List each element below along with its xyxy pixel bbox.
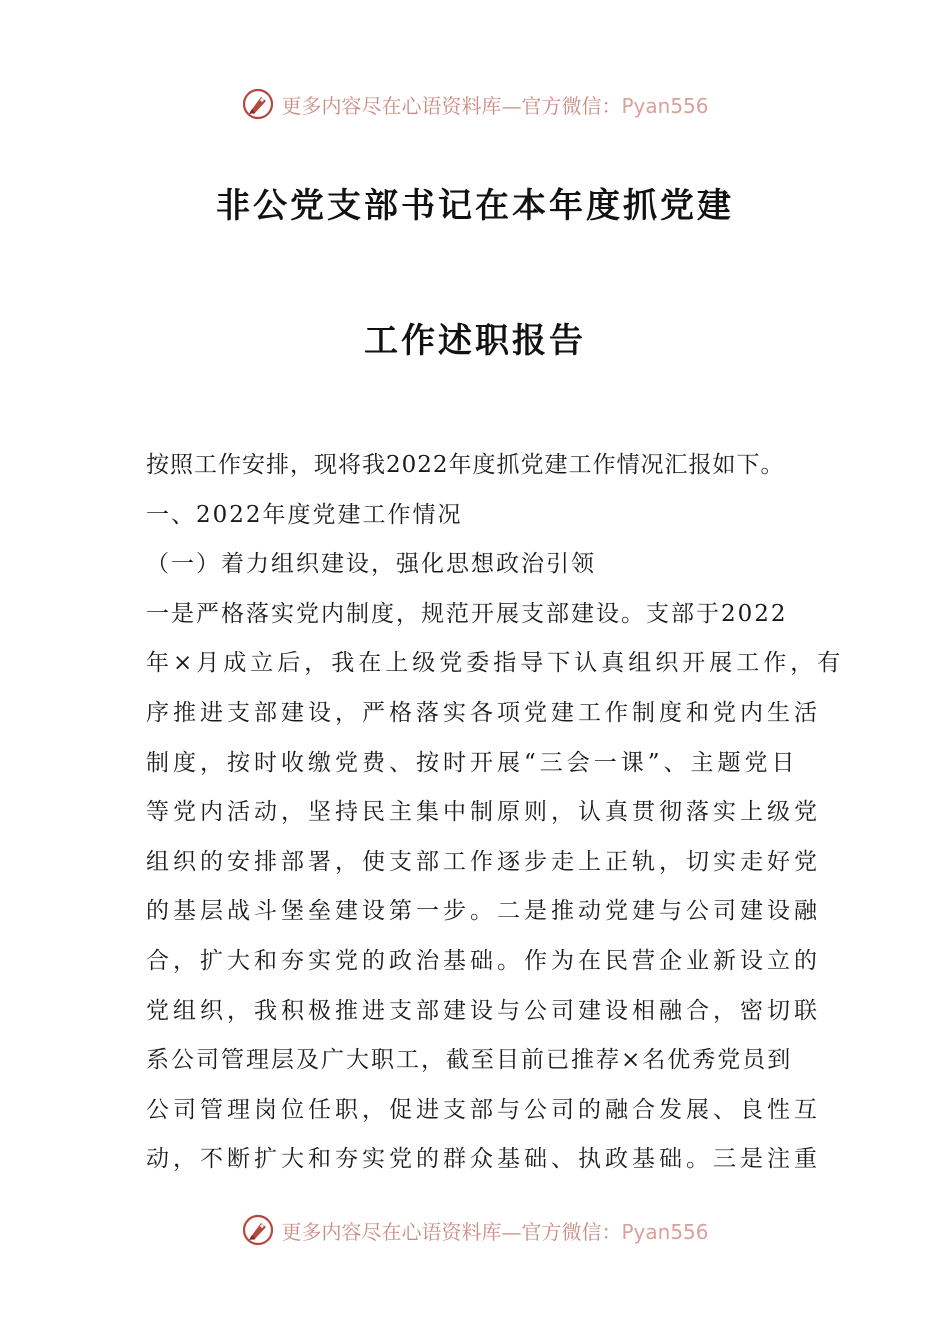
document-body: [146, 446, 845, 1190]
body-line: 组织的安排部署，使支部工作逐步走上正轨，切实走好党: [146, 848, 821, 875]
body-line: 年×月成立后，我在上级党委指导下认真组织开展工作，有: [146, 650, 845, 677]
body-line: 动，不断扩大和夯实党的群众基础、执政基础。三是注重: [146, 1146, 821, 1173]
body-line: 制度，按时收缴党费、按时开展“三会一课”、主题党日: [146, 749, 799, 776]
body-line: 党组织，我积极推进支部建设与公司建设相融合，密切联: [146, 997, 821, 1024]
body-line: 合，扩大和夯实党的政治基础。作为在民营企业新设立的: [146, 947, 821, 974]
pen-nib-icon: [241, 1213, 275, 1247]
document-title-line-2: 工作述职报告: [364, 321, 586, 361]
body-line: 系公司管理层及广大职工，截至目前已推荐×名优秀党员到: [146, 1047, 793, 1074]
body-line: 按照工作安排，现将我2022年度抓党建工作情况汇报如下。: [146, 452, 785, 478]
header-watermark: [0, 84, 950, 124]
watermark-label: 更多内容尽在心语资料库—官方微信：: [281, 93, 622, 118]
pen-nib-icon: [241, 87, 275, 121]
document-title-line-1: 非公党支部书记在本年度抓党建: [216, 186, 734, 226]
body-line: 等党内活动，坚持民主集中制原则，认真贯彻落实上级党: [146, 799, 821, 826]
watermark-wechat-id: Pyan556: [621, 1219, 709, 1244]
watermark-label: 更多内容尽在心语资料库—官方微信：: [281, 1219, 622, 1244]
watermark-wechat-id: Pyan556: [621, 93, 709, 118]
body-line: 序推进支部建设，严格落实各项党建工作制度和党内生活: [146, 699, 821, 726]
watermark-text: [281, 90, 708, 119]
section-heading: 一、2022年度党建工作情况: [146, 501, 463, 528]
body-line: 公司管理岗位任职，促进支部与公司的融合发展、良性互: [146, 1096, 821, 1123]
footer-watermark: [0, 1210, 950, 1250]
subsection-heading: （一）着力组织建设，强化思想政治引领: [146, 551, 596, 578]
body-line: 的基层战斗堡垒建设第一步。二是推动党建与公司建设融: [146, 898, 821, 925]
watermark-text: [281, 1216, 708, 1245]
body-line: 一是严格落实党内制度，规范开展支部建设。支部于2022: [146, 600, 788, 627]
